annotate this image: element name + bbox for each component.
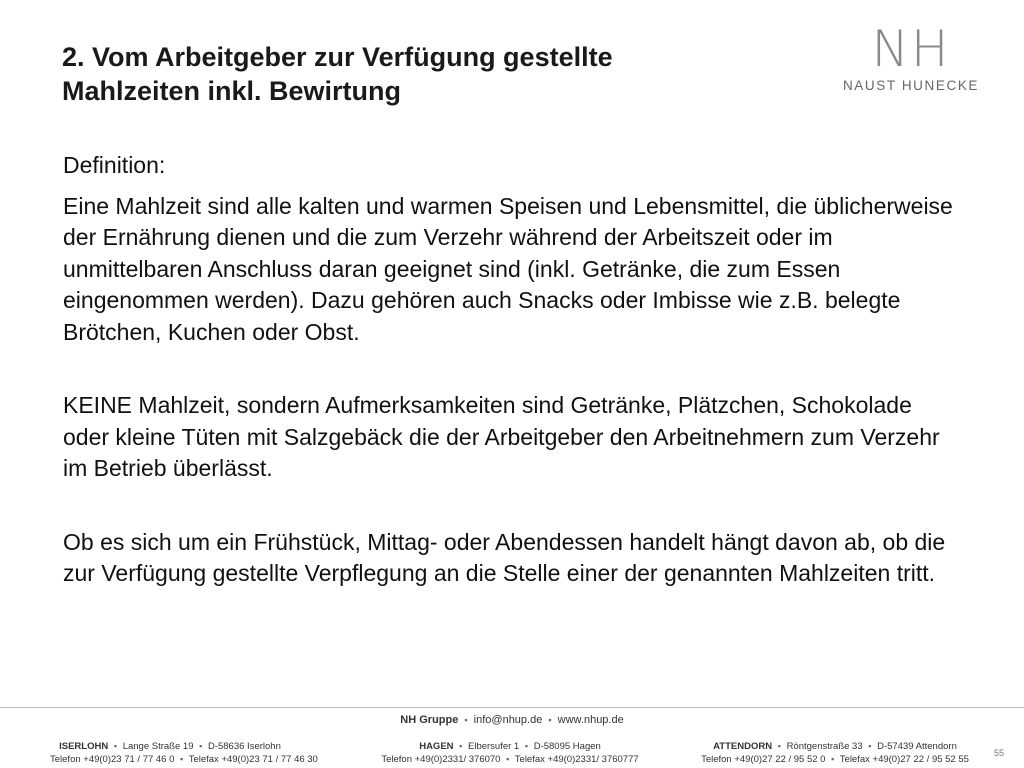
- office-zip-city: D-57439 Attendorn: [877, 741, 957, 752]
- separator-icon: ▪: [506, 754, 510, 764]
- logo-mark: NH: [871, 20, 951, 78]
- separator-icon: ▪: [180, 754, 184, 764]
- office-street: Röntgenstraße 33: [786, 741, 863, 752]
- separator-icon: ▪: [524, 741, 529, 751]
- office-phone: Telefon +49(0)2331/ 376070: [381, 754, 501, 765]
- office-zip-city: D-58095 Hagen: [533, 741, 601, 752]
- separator-icon: ▪: [199, 741, 203, 751]
- office-zip-city: D-58636 Iserlohn: [207, 741, 281, 752]
- separator-icon: ▪: [868, 741, 872, 751]
- logo-company-name: NAUST HUNECKE: [842, 78, 980, 93]
- definition-paragraph: Eine Mahlzeit sind alle kalten und warmen Speisen und Lebensmittel, die üblicherweise der Ernährung dienen und die zum Verzehr während der Arbeitszeit oder im unmittelbaren Anschluss daran geeignet sind (inkl. Getränke, die zum Essen eingenommen werden). Dazu gehören auch Snacks oder Imbisse wie z.B. belegte Brötchen, Kuchen oder Obst.: [63, 192, 953, 345]
- office-phone: Telefon +49(0)27 22 / 95 52 0: [701, 754, 826, 765]
- footer-website[interactable]: www.nhup.de: [557, 714, 624, 726]
- separator-icon: ▪: [548, 715, 552, 725]
- aufmerksamkeiten-paragraph: KEINE Mahlzeit, sondern Aufmerksamkeiten sind Getränke, Plätzchen, Schokolade oder kleine Tüten mit Salzgebäck die der Arbeitgeber den Arbeitnehmern zum Verzehr im Betrieb überlässt.: [63, 392, 940, 481]
- office-phone: Telefon +49(0)23 71 / 77 46 0: [50, 754, 175, 765]
- footer-email[interactable]: info@nhup.de: [473, 714, 543, 726]
- office-street: Lange Straße 19: [122, 741, 194, 752]
- footer-contact: [0, 714, 1024, 726]
- office-city: ATTENDORN: [713, 741, 773, 752]
- separator-icon: ▪: [113, 741, 118, 751]
- slide-title-line-2: Mahlzeiten inkl. Bewirtung: [62, 76, 402, 106]
- office-city: HAGEN: [419, 741, 454, 752]
- office-attendorn: [690, 740, 980, 766]
- separator-icon: ▪: [459, 741, 463, 751]
- office-city: ISERLOHN: [59, 741, 109, 752]
- footer-group-name: NH Gruppe: [400, 714, 459, 726]
- definition-label: Definition:: [63, 152, 166, 178]
- mahlzeit-type-paragraph: Ob es sich um ein Frühstück, Mittag- oder Abendessen handelt hängt davon ab, ob die zur Verfügung gestellte Verpflegung an die Stelle einer der genannten Mahlzeiten tritt.: [63, 528, 946, 586]
- company-logo: [826, 20, 996, 93]
- office-hagen: [360, 740, 660, 766]
- page-number: 55: [993, 748, 1004, 758]
- separator-icon: ▪: [464, 715, 468, 725]
- office-fax: Telefax +49(0)23 71 / 77 46 30: [188, 754, 318, 765]
- office-fax: Telefax +49(0)2331/ 3760777: [514, 754, 639, 765]
- office-street: Elbersufer 1: [468, 741, 520, 752]
- office-iserlohn: [50, 740, 318, 766]
- slide-title: [62, 40, 822, 108]
- slide-body: [63, 150, 963, 590]
- footer-divider: [0, 707, 1024, 708]
- office-fax: Telefax +49(0)27 22 / 95 52 55: [839, 754, 969, 765]
- separator-icon: ▪: [777, 741, 781, 751]
- slide-title-line-1: 2. Vom Arbeitgeber zur Verfügung gestellte: [62, 42, 613, 72]
- separator-icon: ▪: [831, 754, 835, 764]
